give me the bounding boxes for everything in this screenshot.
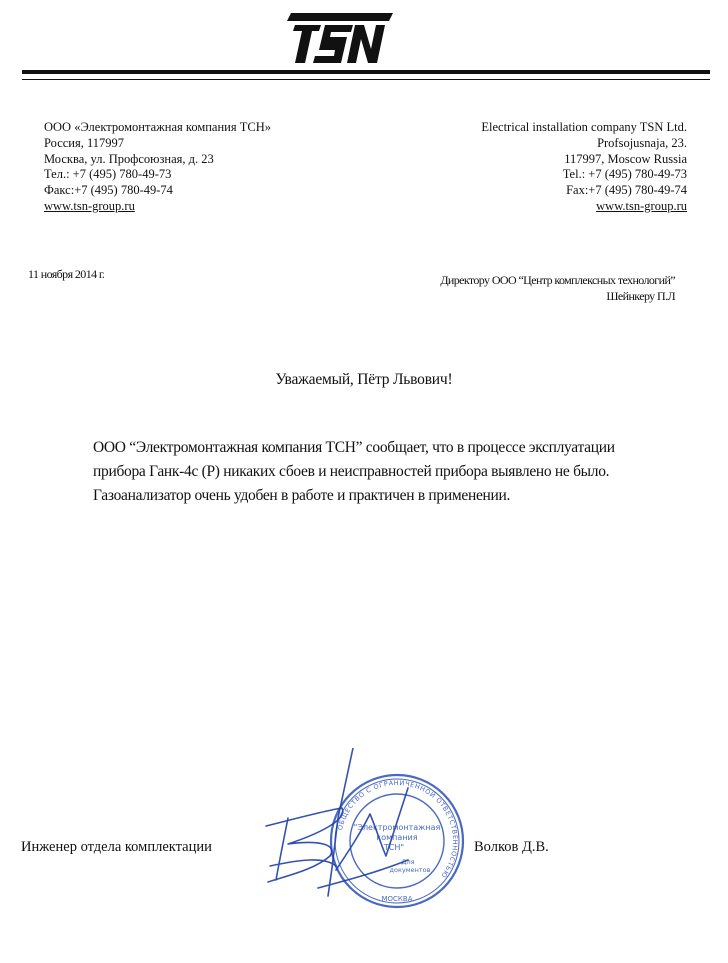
sender-street-en: Profsojusnaja, 23. <box>597 135 687 150</box>
sender-phone-en: Tel.: +7 (495) 780-49-73 <box>562 167 687 182</box>
handwritten-signature <box>258 748 428 898</box>
header-rule-thin <box>22 79 710 80</box>
sender-address-ru <box>44 120 271 215</box>
tsn-logo <box>281 13 393 65</box>
body-line-1: ООО “Электромонтажная компания ТСН” сообщает, что в процессе эксплуатации <box>93 439 615 456</box>
greeting: Уважаемый, Пётр Львович! <box>275 371 453 388</box>
body-line-3: Газоанализатор очень удобен в работе и практичен в применении. <box>93 487 511 504</box>
sender-phone-ru: Тел.: +7 (495) 780-49-73 <box>44 167 172 182</box>
sender-company-ru: ООО «Электромонтажная компания ТСН» <box>44 120 271 134</box>
sender-street-ru: Москва, ул. Профсоюзная, д. 23 <box>44 151 214 166</box>
stamp-city: МОСКВА <box>381 895 413 903</box>
sender-website-ru-link[interactable]: www.tsn-group.ru <box>44 198 135 213</box>
sender-fax-ru: Факс:+7 (495) 780-49-74 <box>44 183 173 198</box>
stamp-outer-text: ОБЩЕСТВО С ОГРАНИЧЕННОЙ ОТВЕТСТВЕННОСТЬЮ <box>336 778 460 880</box>
stamp-inner-line-5: документов <box>389 866 431 874</box>
body-line-2: прибора Ганк-4с (Р) никаких сбоев и неисправностей прибора выявлено не было. <box>93 463 610 480</box>
recipient-line-2: Шейнкеру П.Л <box>606 288 675 303</box>
sender-fax-en: Fax:+7 (495) 780-49-74 <box>566 183 687 198</box>
recipient-block <box>440 273 675 304</box>
sender-country-zip-ru: Россия, 117997 <box>44 135 125 150</box>
sender-address-en <box>481 120 687 215</box>
stamp-inner-line-3: ТСН" <box>383 843 405 852</box>
sender-zip-city-en: 117997, Moscow Russia <box>564 151 687 166</box>
letter-body <box>93 436 693 508</box>
signer-position: Инженер отдела комплектации <box>21 839 212 855</box>
recipient-line-1: Директору ООО “Центр комплексных технологий” <box>440 273 675 287</box>
stamp-inner-line-4: Для <box>401 858 415 866</box>
sender-website-en-link[interactable]: www.tsn-group.ru <box>596 198 687 213</box>
signer-name: Волков Д.В. <box>474 839 549 855</box>
stamp-inner-line-1: "Электромонтажная <box>353 823 441 832</box>
letter-date: 11 ноября 2014 г. <box>28 267 105 281</box>
stamp-inner-line-2: компания <box>376 833 418 842</box>
header-rule-thick <box>22 70 710 74</box>
sender-company-en: Electrical installation company TSN Ltd. <box>481 120 687 134</box>
